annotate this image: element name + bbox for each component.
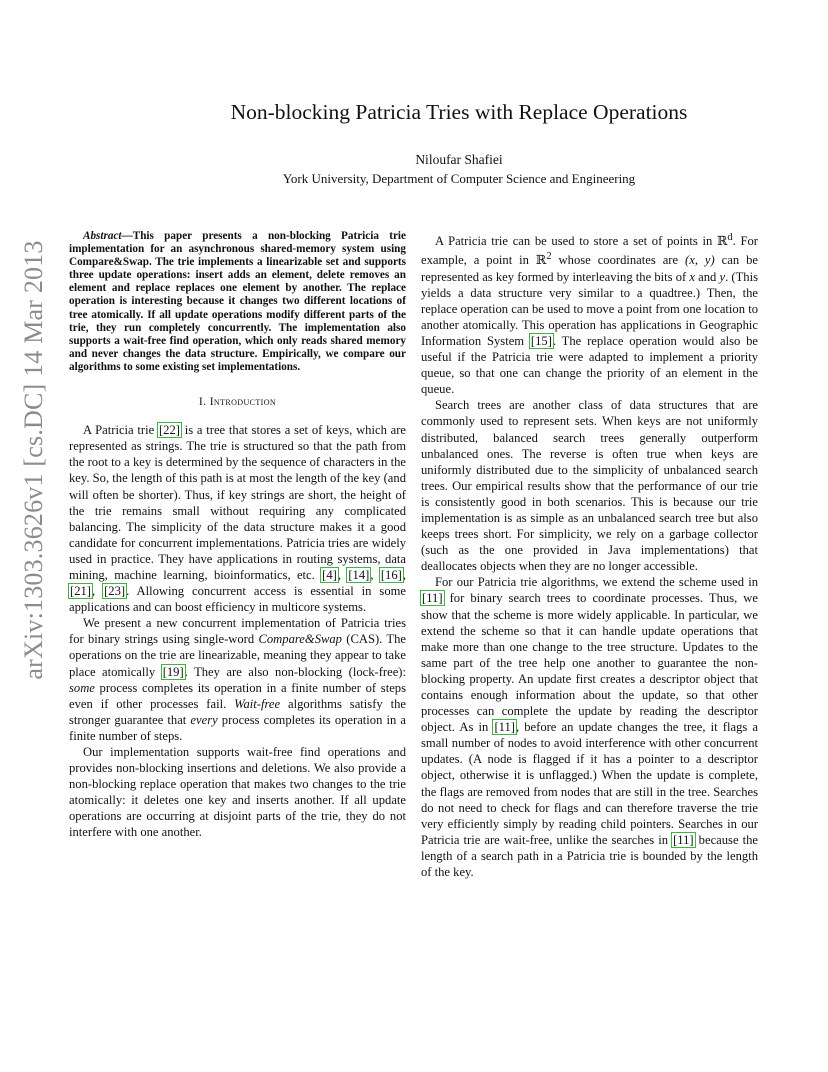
citation-link[interactable]: [11] (673, 832, 694, 847)
text-run: A Patricia trie can be used to store a set of points in (435, 234, 717, 249)
arxiv-identifier: arXiv:1303.3626v1 [cs.DC] 14 Mar 2013 (19, 240, 48, 680)
text-run: (CAS). The operations on the trie are linearizable, meaning they appear to take place atomically (69, 632, 407, 679)
emphasis-text: Wait-free (234, 696, 281, 711)
text-run: and (694, 269, 720, 284)
text-run: . (This yields a data structure very similar to a quadtree.) Then, the replace operation can be used to move a point from one location to another atomically. This operation has applications in Geographic Information System (421, 269, 758, 348)
text-run: , (337, 567, 348, 582)
text-run: algorithms satisfy the stronger guarantee that (69, 696, 406, 727)
intro-paragraph-1 (69, 422, 406, 615)
emphasis-text: Compare&Swap (258, 632, 342, 647)
text-run: , (370, 567, 380, 582)
section-number: I. (198, 396, 207, 409)
citation-link[interactable]: [11] (422, 591, 443, 606)
math-variable: x (689, 269, 695, 284)
intro-paragraph-2 (69, 615, 406, 744)
text-run: , before an update changes the tree, it flags a small number of nodes to avoid interference with other concurrent updates. (A node is flagged if it has a pointer to a descriptor object, otherwise it is unflagged.) When the update is complete, the flags are removed from nodes that are still in the tree. Searches do not need to check for flags and can therefore traverse the trie very efficiently simply by reading child pointers. Searches in our Patricia trie are wait-free, unlike the searches in (421, 720, 758, 847)
emphasis-text: some (69, 680, 95, 695)
text-run: process completes its operation in a finite number of steps even if other processes fail. (69, 680, 406, 711)
intro-paragraph-4 (421, 230, 758, 397)
author-name: Niloufar Shafiei (415, 152, 503, 167)
intro-paragraph-3: Our implementation supports wait-free find operations and provides non-blocking insertions and deletions. We also provide a non-blocking replace operation that makes two changes to the trie atomically: it deletes one key and inserts another. If all update operations are occurring at disjoint parts of the trie, they do not interfere with one another. (69, 745, 406, 840)
section-heading-introduction (69, 394, 406, 410)
abstract-text: This paper presents a non-blocking Patricia trie implementation for an asynchronous shared-memory system using Compare&Swap. The trie implements a linearizable set and supports three update operations: insert adds an element, delete removes an element and replace replaces one element by another. The replace operation is interesting because it changes two different locations of tree atomically. If all update operations modify different parts of the trie, they run completely concurrently. The implementation also supports a wait-free find operation, which only reads shared memory and never changes the data structure. Empirically, we compare our algorithms to some existing set implementations. (69, 230, 406, 373)
text-run: A Patricia trie (83, 423, 158, 438)
author-affiliation: York University, Department of Computer Science and Engineering (282, 171, 636, 186)
paper-title: Non-blocking Patricia Tries with Replace Operations (230, 100, 688, 124)
text-run: . The replace operation would also be useful if the Patricia trie were adapted to implement a priority queue, so that one can change the priority of an element in the queue. (421, 333, 758, 397)
citation-link[interactable]: [23] (104, 584, 126, 599)
abstract (69, 230, 406, 374)
text-run: , (91, 584, 104, 599)
abstract-label: Abstract (83, 230, 122, 242)
text-run: We present a new concurrent implementation of Patricia tries for binary strings using single-word (69, 616, 406, 647)
math-symbol: ℝ (716, 234, 728, 249)
math-expression: (x, y) (685, 253, 715, 268)
text-run: process completes its operation in a finite number of steps. (69, 712, 406, 743)
text-run: For our Patricia trie algorithms, we extend the scheme used in (435, 575, 758, 590)
text-run: . For example, a point in (421, 234, 758, 268)
text-run: for binary search trees to coordinate processes. Thus, we show that the scheme is more widely applicable. In particular, we extend the scheme so that it can handle update operations that make more than one change to the tree structure. Updates to the same part of the tree help one another to guarantee the non-blocking property. An update first creates a descriptor object that contains enough information about the update, so that other processes can complete the update by reading the descriptor object. As in (421, 591, 758, 735)
citation-link[interactable]: [11] (494, 720, 515, 735)
text-run: . They are also non-blocking (lock-free): (184, 664, 406, 679)
citation-link[interactable]: [19] (162, 664, 184, 679)
text-run: can be represented as key formed by interleaving the bits of (421, 253, 758, 284)
citation-link[interactable]: [14] (348, 567, 370, 582)
text-run: because the length of a search path in a Patricia trie is bounded by the length of the key. (421, 832, 758, 880)
left-column (69, 230, 406, 841)
citation-link[interactable]: [4] (322, 567, 337, 582)
math-symbol: ℝ (535, 253, 547, 268)
text-run: is a tree that stores a set of keys, which are represented as strings. The trie is structured so that the path from the root to a key is determined by the sequence of characters in the key. So, the length of this path is at most the length of the key (and will often be shorter). Thus, if key strings are short, the height of the trie remains small without requiring any complicated balancing. The simplicity of the data structure makes it a good candidate for concurrent implementations. Patricia tries are widely used in practice. They have applications in routing systems, data mining, machine learning, bioinformatics, etc. (69, 423, 407, 582)
citation-link[interactable]: [16] (380, 567, 402, 582)
text-run: whose coordinates are (551, 253, 686, 268)
emphasis-text: every (190, 712, 218, 727)
math-superscript: 2 (546, 251, 552, 263)
right-column (421, 230, 758, 880)
arxiv-sidebar (14, 180, 54, 740)
intro-paragraph-5: Search trees are another class of data structures that are commonly used to represent sets. When keys are not uniformly distributed, balanced search trees generally outperform unbalanced ones. The reverse is often true when keys are uniformly distributed due to the simplicity of unbalanced search trees. Our empirical results show that the performance of our trie is consistently good in both scenarios. This is because our trie implementation is as simple as an unbalanced search tree but also keeps trees short. For simplicity, we rely on a garbage collector (such as the one provided in Java implementations) that deallocates objects when they are no longer accessible. (421, 398, 758, 574)
text-run: . Allowing concurrent access is essential in some applications and can boost efficiency in multicore systems. (69, 584, 407, 615)
intro-paragraph-6 (421, 574, 758, 880)
math-variable: y (719, 269, 726, 284)
abstract-dash: — (121, 230, 133, 242)
citation-link[interactable]: [22] (158, 423, 180, 438)
citation-link[interactable]: [15] (530, 333, 552, 348)
text-run: , (402, 567, 406, 582)
math-superscript: d (727, 232, 733, 243)
citation-link[interactable]: [21] (70, 584, 91, 599)
section-title: Introduction (209, 396, 277, 409)
